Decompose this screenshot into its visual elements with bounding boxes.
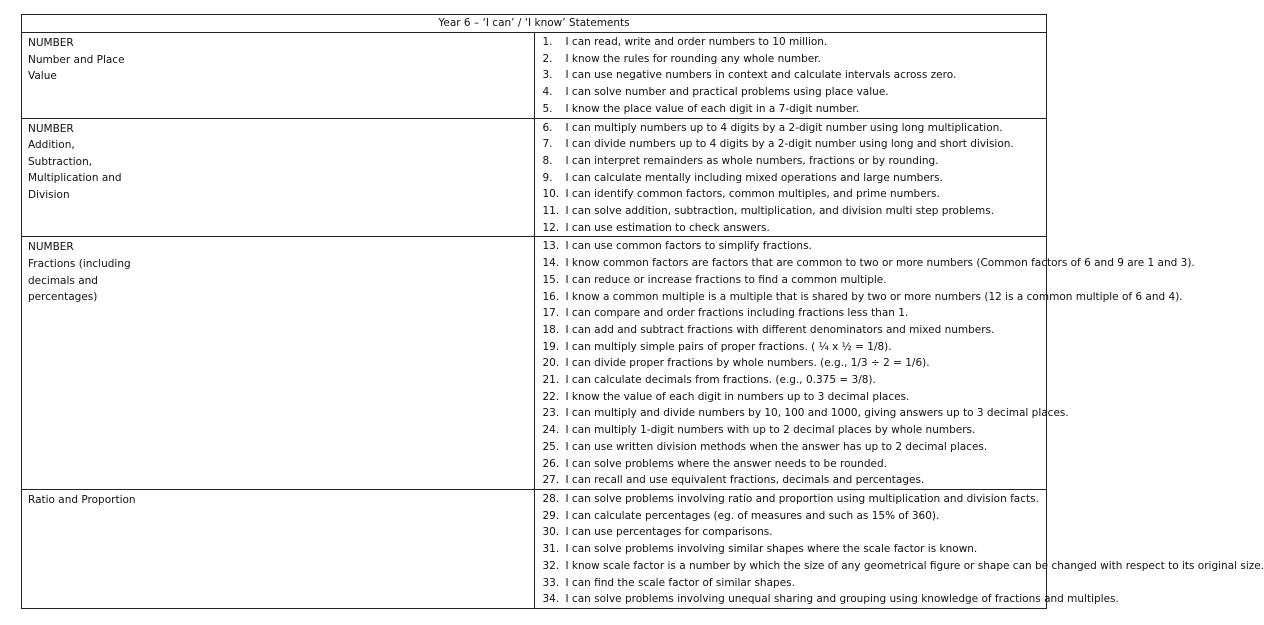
statement-number: 2.: [542, 52, 553, 65]
statement-text: I can solve problems involving similar shapes where the scale factor is known.: [565, 543, 978, 556]
category-line: Multiplication and: [28, 172, 122, 185]
statement-text: I can calculate mentally including mixed operations and large numbers.: [565, 171, 943, 184]
statement-number: 16.: [542, 290, 560, 303]
statement-text: I can calculate percentages (eg. of measures and such as 15% of 360).: [565, 509, 940, 522]
section-statements: [534, 489, 1264, 608]
statement-number: 3.: [542, 69, 553, 82]
statement-text: I can divide numbers up to 4 digits by a 2-digit number using long and short division.: [565, 138, 1014, 151]
statement-number: 18.: [542, 323, 560, 336]
statement-number: 20.: [542, 357, 560, 370]
statement-list: [543, 34, 1047, 118]
statement-item: [543, 472, 1047, 489]
category-line: Ratio and Proportion: [28, 493, 136, 506]
statement-text: I can read, write and order numbers to 10 million.: [565, 36, 828, 48]
statement-item: [543, 67, 1047, 84]
section-row: [22, 237, 1047, 490]
category-line: percentages): [28, 291, 98, 304]
statement-text: I can solve problems where the answer needs to be rounded.: [565, 457, 887, 470]
statement-text: I can solve addition, subtraction, multiplication, and division multi step problems.: [565, 205, 995, 218]
statement-number: 4.: [542, 86, 553, 99]
statement-item: [543, 186, 1047, 203]
statement-item: [543, 170, 1047, 187]
statement-item: [543, 34, 1047, 51]
statement-number: 30.: [542, 526, 560, 539]
statement-text: I can use common factors to simplify fractions.: [565, 240, 812, 253]
statement-item: [543, 491, 1047, 508]
section-row: [22, 489, 1047, 608]
statement-item: [543, 575, 1047, 592]
statement-text: I can use percentages for comparisons.: [565, 526, 773, 539]
statement-list: [542, 238, 1195, 489]
statement-number: 17.: [542, 307, 560, 320]
statement-text: I can divide proper fractions by whole numbers. (e.g., 1/3 ÷ 2 = 1/6).: [565, 357, 930, 370]
statement-item: [543, 439, 1047, 456]
statement-item: [543, 524, 1047, 541]
category-line: Division: [28, 188, 70, 201]
statement-text: I can solve number and practical problems using place value.: [565, 86, 889, 99]
statement-text: I can use written division methods when the answer has up to 2 decimal places.: [565, 440, 988, 453]
statement-item: [542, 405, 1069, 422]
statement-number: 34.: [542, 593, 560, 606]
statement-number: 22.: [542, 390, 560, 403]
statement-text: I know the value of each digit in numbers up to 3 decimal places.: [565, 390, 910, 403]
statement-text: I can compare and order fractions including fractions less than 1.: [565, 307, 909, 320]
statement-item: [543, 541, 1047, 558]
section-row: [22, 33, 1047, 119]
statement-number: 24.: [542, 424, 560, 437]
statement-text: I can reduce or increase fractions to find a common multiple.: [565, 273, 887, 286]
statement-text: I can find the scale factor of similar shapes.: [565, 576, 795, 589]
statement-text: I know the rules for rounding any whole number.: [565, 52, 821, 65]
statement-item: [543, 84, 1047, 101]
statement-text: I know common factors are factors that are common to two or more numbers (Common factors of 6 and 9 are 1 and 3).: [565, 257, 1195, 270]
statement-item: [543, 220, 1047, 237]
statement-item: [542, 591, 1119, 608]
statement-number: 10.: [542, 188, 560, 201]
statement-number: 26.: [542, 457, 560, 470]
statement-text: I can solve problems involving unequal sharing and grouping using knowledge of fractions and multiples.: [565, 593, 1119, 606]
statements-sheet: [21, 14, 1264, 609]
statement-text: I can add and subtract fractions with different denominators and mixed numbers.: [565, 323, 995, 336]
statement-number: 5.: [542, 102, 553, 115]
category-line: NUMBER: [28, 37, 74, 49]
statement-item: [542, 558, 1264, 575]
section-category: [22, 118, 535, 237]
section-statements: [534, 33, 1047, 119]
title-row: [22, 15, 1047, 33]
category-line: Subtraction,: [28, 155, 93, 168]
statement-text: I know the place value of each digit in a 7-digit number.: [565, 102, 860, 115]
statement-text: I can identify common factors, common multiples, and prime numbers.: [565, 188, 940, 201]
category-line: decimals and: [28, 274, 98, 287]
section-row: [22, 118, 1047, 237]
statement-item: [543, 372, 1047, 389]
statement-number: 13.: [542, 240, 560, 253]
statement-number: 15.: [542, 273, 560, 286]
statement-item: [543, 272, 1047, 289]
statement-list: [543, 120, 1047, 237]
statement-number: 28.: [542, 492, 560, 505]
section-category: [22, 237, 535, 490]
statement-number: 33.: [542, 576, 560, 589]
statements-table: [21, 14, 1264, 609]
statement-item: [543, 339, 1047, 356]
statement-number: 8.: [542, 154, 553, 167]
statements-table-body: [22, 33, 1264, 609]
statement-text: I know a common multiple is a multiple that is shared by two or more numbers (12 is a common multiple of 6 and 4).: [565, 290, 1183, 303]
statement-number: 21.: [542, 374, 560, 387]
statement-number: 1.: [542, 36, 553, 48]
statement-item: [543, 51, 1047, 68]
category-line: Number and Place: [28, 53, 125, 66]
statement-item: [542, 289, 1183, 306]
category-line: NUMBER: [28, 241, 74, 254]
statement-item: [543, 508, 1047, 525]
statement-item: [543, 322, 1047, 339]
statement-text: I can interpret remainders as whole numbers, fractions or by rounding.: [565, 154, 939, 167]
statement-number: 11.: [542, 205, 560, 218]
category-line: Addition,: [28, 139, 75, 152]
section-statements: [534, 237, 1195, 490]
statement-item: [543, 153, 1047, 170]
statement-text: I can recall and use equivalent fractions, decimals and percentages.: [565, 474, 925, 487]
statement-number: 9.: [542, 171, 553, 184]
statement-number: 12.: [542, 221, 560, 234]
statement-text: I can use estimation to check answers.: [565, 221, 770, 234]
statement-item: [543, 101, 1047, 118]
statement-number: 29.: [542, 509, 560, 522]
category-line: Fractions (including: [28, 258, 131, 271]
statement-text: I can calculate decimals from fractions. (e.g., 0.375 = 3/8).: [565, 374, 876, 387]
statement-text: I can multiply simple pairs of proper fractions. ( ¼ x ½ = 1/8).: [565, 340, 892, 353]
statement-item: [543, 456, 1047, 473]
section-category: [22, 489, 535, 608]
statement-item: [542, 255, 1195, 272]
statement-item: [543, 305, 1047, 322]
statement-text: I know scale factor is a number by which the size of any geometrical figure or shape can be changed with respect to its original size.: [565, 559, 1264, 572]
statement-item: [543, 238, 1047, 255]
statement-number: 23.: [542, 407, 560, 420]
statement-number: 31.: [542, 543, 560, 556]
statement-item: [543, 355, 1047, 372]
statement-number: 6.: [542, 121, 553, 134]
statement-item: [543, 203, 1047, 220]
statement-item: [543, 422, 1047, 439]
statement-number: 25.: [542, 440, 560, 453]
statement-number: 7.: [542, 138, 553, 151]
statement-list: [542, 491, 1264, 608]
statement-number: 27.: [542, 474, 560, 487]
statement-number: 14.: [542, 257, 560, 270]
statement-text: I can solve problems involving ratio and proportion using multiplication and division facts.: [565, 492, 1039, 505]
statement-text: I can multiply and divide numbers by 10, 100 and 1000, giving answers up to 3 decimal places.: [565, 407, 1069, 420]
category-line: NUMBER: [28, 122, 74, 135]
statement-item: [543, 136, 1047, 153]
section-category: [22, 33, 535, 119]
statement-item: [543, 389, 1047, 406]
statement-number: 19.: [542, 340, 560, 353]
category-line: Value: [28, 70, 57, 83]
document-title: Year 6 – ‘I can’ / ‘I know’ Statements: [22, 15, 1047, 33]
statement-item: [543, 120, 1047, 137]
statement-text: I can use negative numbers in context and calculate intervals across zero.: [565, 69, 957, 82]
statement-text: I can multiply numbers up to 4 digits by a 2-digit number using long multiplication.: [565, 121, 1003, 134]
statement-number: 32.: [542, 559, 560, 572]
statement-text: I can multiply 1-digit numbers with up to 2 decimal places by whole numbers.: [565, 424, 976, 437]
section-statements: [534, 118, 1047, 237]
